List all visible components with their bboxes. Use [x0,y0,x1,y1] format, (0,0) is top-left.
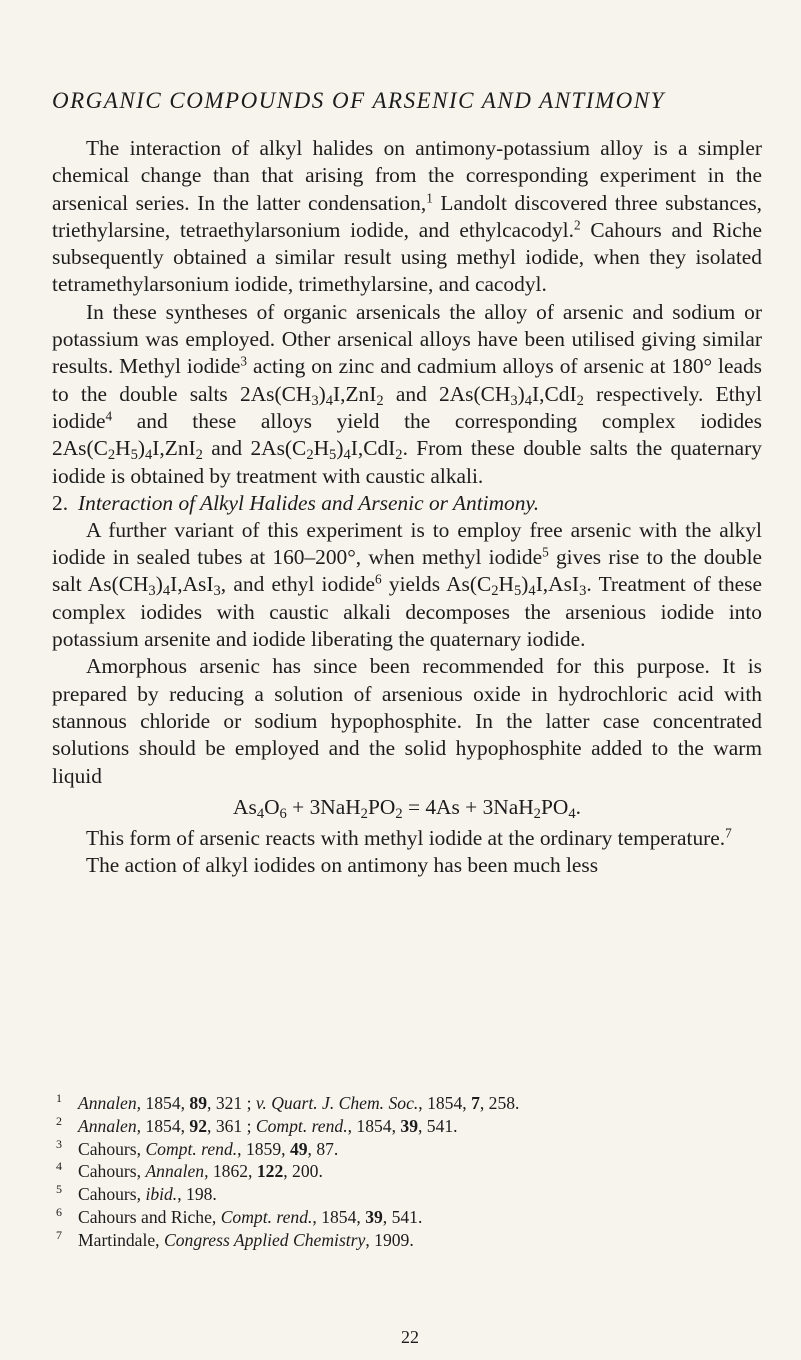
text: , 1854, [347,1115,401,1136]
footnote-ref-1[interactable]: 1 [426,190,433,206]
footnote-ref-7[interactable]: 7 [725,825,732,841]
volume: 49 [289,1138,308,1159]
page-number: 22 [401,1327,419,1347]
text: Cahours and Riche, [78,1206,221,1227]
text: O [264,794,280,819]
text: and these alloys yield the corresponding complex iodides [112,408,762,433]
text: As [233,794,257,819]
section-heading [52,490,762,517]
equation-hypophosphite-reduction: $As_4O_6 + 3NaH_2PO_2 = 4As + 3NaH_2PO_4$. [233,794,581,822]
footnote-mark: 5 [56,1182,62,1197]
footnotes [52,1092,768,1252]
journal: v. Quart. J. Chem. Soc. [255,1093,419,1113]
text: Cahours, [78,1138,146,1159]
text: Cahours, [78,1161,146,1182]
footnote-ref-4[interactable]: 4 [105,408,113,424]
text: . From these double salts the quaternary iodide is obtained by treatment with caustic alkali. [52,436,762,488]
text: , 361 ; [207,1115,256,1136]
text: The interaction of alkyl halides on antimony-potassium alloy is a simpler chemical change than that arising from the corresponding experiment in the arsenical series. In the latter condensation, [52,136,762,215]
text: , 198. [177,1184,217,1205]
formula-methyl-arsenious-salt: $As(CH_3)_4I,AsI_3$ [87,572,221,600]
volume: 39 [400,1115,418,1136]
journal: Compt. rend. [220,1206,313,1227]
section-title: Interaction of Alkyl Halides and Arsenic or Antimony. [78,490,540,515]
text: , 321 ; [207,1093,256,1113]
text: Martindale, [78,1229,164,1250]
footnote-text [78,1160,323,1183]
footnote-1 [52,1092,768,1115]
journal: Compt. rend. [255,1115,348,1136]
text: , 1854, [418,1093,472,1113]
footnote-5 [52,1183,768,1206]
body-text [52,135,762,880]
journal: Compt. rend. [145,1138,238,1159]
text: Cahours, [78,1184,146,1205]
journal: Annalen, [78,1093,142,1113]
formula-methyl-cadmium-salt: $2As(CH_3)_4I,CdI_2$ [439,381,584,409]
text: 1854, [141,1093,190,1113]
text: Cahours and Riche subsequently obtained a similar result using methyl iodide, when they isolated tetramethylarsonium iodide, trimethylarsine, and cacodyl. [52,217,762,297]
text: , 1909. [365,1229,414,1250]
text: . Treatment of these complex iodides with caustic alkali decomposes the arsenious iodide into potassium arsenite and iodide liberating the quaternary iodide. [52,572,762,652]
text: In these syntheses of organic arsenicals the alloy of arsenic and sodium or potassium was employed. Other arsenical alloys have been utilised giving similar results. Methyl iodide [52,299,762,379]
text: PO [540,794,569,819]
paragraph-arsenical-alloys [52,299,762,490]
footnote-ref-2[interactable]: 2 [573,217,581,233]
volume: 7 [471,1093,480,1113]
formula-ethyl-arsenious-salt: $As(C_2H_5)_4I,AsI_3$ [446,572,587,600]
text: , 87. [307,1138,339,1159]
formula-methyl-zinc-salt: $2As(CH_3)_4I,ZnI_2$ [240,381,384,409]
footnote-mark: 1 [56,1091,62,1105]
footnote-ref-5[interactable]: 5 [542,544,549,560]
text: and [383,381,440,406]
journal: Annalen, [78,1115,142,1136]
footnote-4 [52,1160,768,1183]
footnote-mark: 7 [56,1227,62,1242]
text: PO [367,794,396,819]
paragraph-free-arsenic [52,517,762,653]
volume: 122 [256,1161,284,1182]
journal: Annalen, [145,1161,209,1182]
footnote-6 [52,1206,768,1229]
running-head: ORGANIC COMPOUNDS OF ARSENIC AND ANTIMONY [52,88,665,113]
paragraph-alloy-interaction [52,135,762,299]
journal: ibid. [145,1184,178,1205]
footnote-2 [52,1115,768,1138]
footnote-text [78,1183,217,1206]
section-number: 2. [52,490,69,515]
text: , 258. [479,1093,520,1113]
footnote-mark: 6 [56,1204,62,1219]
volume: 39 [365,1206,383,1227]
footnote-mark: 3 [56,1136,62,1151]
footnote-mark: 2 [56,1113,62,1128]
text: Landolt discovered three substances, triethylarsine, tetraethylarsonium iodide, and ethylcacodyl. [52,190,762,242]
footnote-text [78,1229,414,1252]
footnote-7 [52,1229,768,1252]
text: 1862, [208,1161,257,1182]
text: = 4As + 3NaH [402,794,534,819]
text: respectively. Ethyl iodide [52,381,762,433]
volume: 92 [189,1115,208,1136]
text: gives rise to the double salt [52,545,763,597]
text: , 541. [382,1206,423,1227]
formula-ethyl-zinc-salt: $2As(C_2H_5)_4I,ZnI_2$ [52,436,203,464]
footnote-ref-6[interactable]: 6 [375,572,382,588]
text: , 541. [417,1115,458,1136]
text: , 1854, [312,1206,366,1227]
paragraph-amorphous-arsenic: Amorphous arsenic has since been recommended for this purpose. It is prepared by reducing a solution of arsenious oxide in hydrochloric acid with stannous chloride or sodium hypophosphite. In the latter case concentrated solutions should be employed and the solid hypophosphite added to the warm liquid [52,654,762,788]
footnote-text [78,1206,422,1229]
paragraph-methyl-iodide-reaction [52,825,762,852]
text: + 3NaH [286,794,361,819]
text: A further variant of this experiment is to employ free arsenic with the alkyl iodide in sealed tubes at 160–200°, when methyl iodide [52,517,762,570]
text: and [202,436,251,461]
text: acting on zinc and cadmium alloys of arsenic at 180° leads to the double salts [52,354,762,406]
footnote-text [78,1115,458,1138]
text: , 1859, [237,1138,290,1159]
text: , and ethyl iodide [220,572,376,597]
footnote-text [78,1092,519,1115]
formula-ethyl-cadmium-salt: $2As(C_2H_5)_4I,CdI_2$ [250,436,403,464]
footnote-3 [52,1138,768,1161]
journal: Congress Applied Chemistry [163,1229,366,1250]
footnote-mark: 4 [56,1159,62,1174]
paragraph-antimony-action: The action of alkyl iodides on antimony has been much less [86,853,599,878]
footnote-text [78,1138,338,1161]
text: yields [381,572,447,597]
volume: 89 [189,1093,208,1113]
text: 1854, [141,1115,190,1136]
text: This form of arsenic reacts with methyl iodide at the ordinary temperature. [86,826,726,851]
text: , 200. [283,1161,323,1182]
footnote-ref-3[interactable]: 3 [240,354,248,370]
